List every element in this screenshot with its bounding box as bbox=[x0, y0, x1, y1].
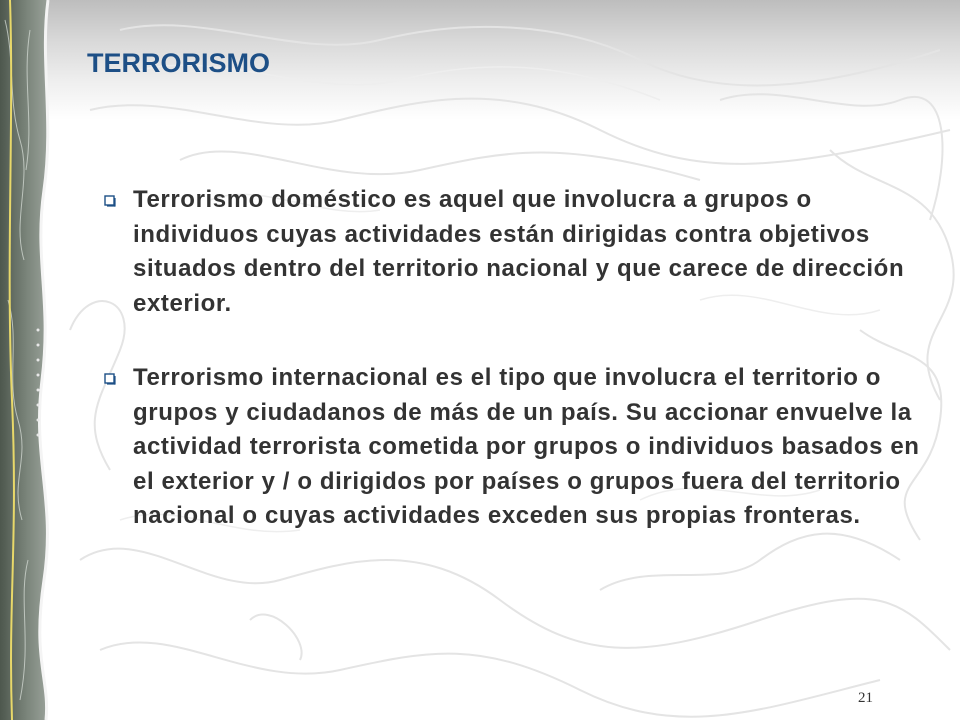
bullet-item bbox=[100, 183, 920, 321]
bullet-item bbox=[100, 361, 920, 534]
hollow-square-bullet-icon bbox=[104, 195, 116, 207]
bullet-text: Terrorismo doméstico es aquel que involucra a grupos o individuos cuyas actividades están dirigidas contra objetivos situados dentro del territorio nacional y que carece de dirección exterior. bbox=[133, 186, 905, 317]
hollow-square-bullet-icon bbox=[104, 373, 116, 385]
left-map-strip bbox=[0, 0, 58, 720]
bullet-text: Terrorismo internacional es el tipo que involucra el territorio o grupos y ciudadanos de más de un país. Su accionar envuelve la actividad terrorista cometida por grupos o individuos basados en el exterior y / o dirigidos por países o grupos fuera del territorio nacional o cuyas actividades exceden sus propias fronteras. bbox=[133, 364, 920, 529]
slide-title: TERRORISMO bbox=[87, 48, 271, 78]
page-number: 21 bbox=[858, 690, 873, 706]
